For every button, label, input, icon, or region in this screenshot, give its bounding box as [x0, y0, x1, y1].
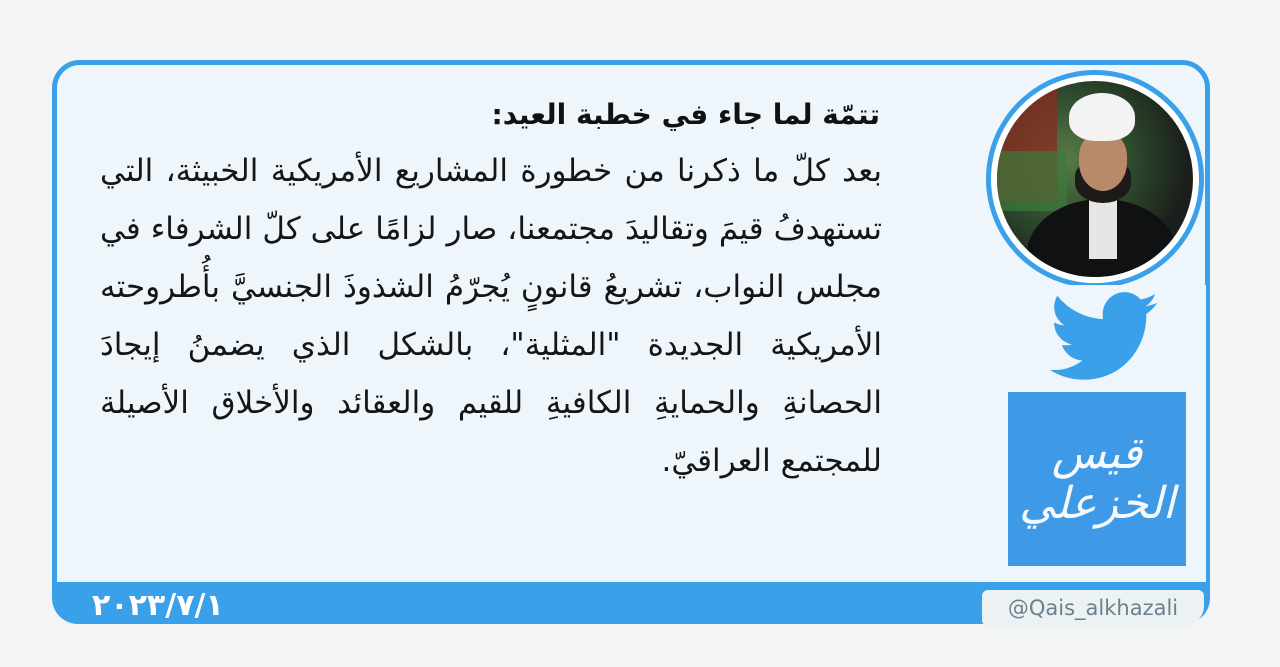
post-date: ٢٠٢٣/٧/١	[92, 588, 224, 623]
signature-logo	[1008, 392, 1186, 566]
avatar	[986, 70, 1204, 288]
twitter-bird-icon	[1050, 290, 1160, 385]
profile-photo	[991, 75, 1199, 283]
post-title: تتمّة لما جاء في خطبة العيد:	[491, 98, 880, 131]
post-body: بعد كلّ ما ذكرنا من خطورة المشاريع الأمريكية الخبيثة، التي تستهدفُ قيمَ وتقاليدَ مجتمعنا، صار لزامًا على كلّ الشرفاء في مجلس النواب، تشريعُ قانونٍ يُجرّمُ الشذوذَ الجنسيَّ بأُطروحته الأمريكية الجديدة "المثلية"، بالشكل الذي يضمنُ إيجادَ الحصانةِ والحمايةِ الكافيةِ للقيم والعقائد والأخلاق الأصيلة للمجتمع العراقيّ.	[100, 153, 882, 479]
twitter-handle[interactable]: @Qais_alkhazali	[982, 590, 1204, 626]
signature-text: قيس الخزعلي	[1019, 428, 1175, 529]
